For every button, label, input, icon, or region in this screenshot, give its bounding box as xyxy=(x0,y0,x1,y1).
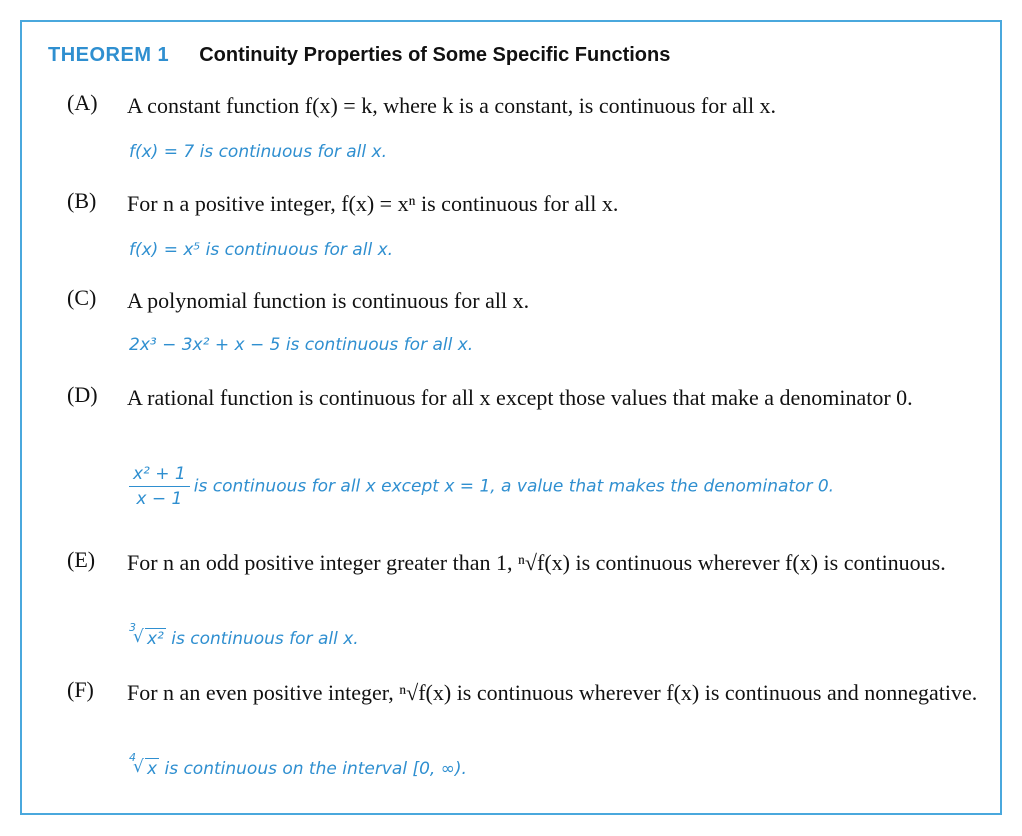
item-statement: A polynomial function is continuous for all x. xyxy=(127,288,530,313)
radical-sign-icon: √ xyxy=(133,757,144,777)
theorem-box xyxy=(20,20,1002,815)
example-text: is continuous for all x. xyxy=(171,629,359,649)
theorem-heading xyxy=(48,44,670,67)
item-example xyxy=(129,751,467,779)
radical xyxy=(129,621,166,649)
radicand: x xyxy=(147,759,158,779)
radical xyxy=(129,751,159,779)
fraction xyxy=(129,464,190,509)
item-statement: For n a positive integer, f(x) = xⁿ is continuous for all x. xyxy=(127,191,619,216)
radical-sign-icon: √ xyxy=(133,627,144,647)
item-letter: (B) xyxy=(67,188,97,213)
item-example xyxy=(129,464,834,509)
item-letter: (C) xyxy=(67,285,97,310)
item-statement: For n an even positive integer, ⁿ√f(x) is continuous wherever f(x) is continuous and nonnegative. xyxy=(127,680,978,705)
item-statement: A rational function is continuous for all x except those values that make a denominator 0. xyxy=(127,385,913,410)
radical-index: 4 xyxy=(129,751,136,764)
example-text: is continuous on the interval [0, ∞). xyxy=(164,759,467,779)
item-letter: (A) xyxy=(67,90,98,115)
radical-index: 3 xyxy=(129,621,136,634)
theorem-title: Continuity Properties of Some Specific Functions xyxy=(199,44,671,66)
theorem-label: THEOREM 1 xyxy=(48,44,170,66)
item-example: f(x) = 7 is continuous for all x. xyxy=(129,142,387,162)
item-letter: (E) xyxy=(67,547,96,572)
fraction-numerator: x² + 1 xyxy=(129,464,190,487)
item-letter: (F) xyxy=(67,677,94,702)
item-letter: (D) xyxy=(67,382,98,407)
item-example xyxy=(129,621,359,649)
item-example: f(x) = x⁵ is continuous for all x. xyxy=(129,240,394,260)
fraction-denominator: x − 1 xyxy=(136,489,183,509)
example-text: is continuous for all x except x = 1, a value that makes the denominator 0. xyxy=(193,476,835,497)
item-statement: For n an odd positive integer greater than 1, ⁿ√f(x) is continuous wherever f(x) is continuous. xyxy=(127,550,946,575)
item-statement: A constant function f(x) = k, where k is a constant, is continuous for all x. xyxy=(127,93,777,118)
radicand: x² xyxy=(147,629,164,649)
item-example: 2x³ − 3x² + x − 5 is continuous for all x. xyxy=(129,335,474,355)
